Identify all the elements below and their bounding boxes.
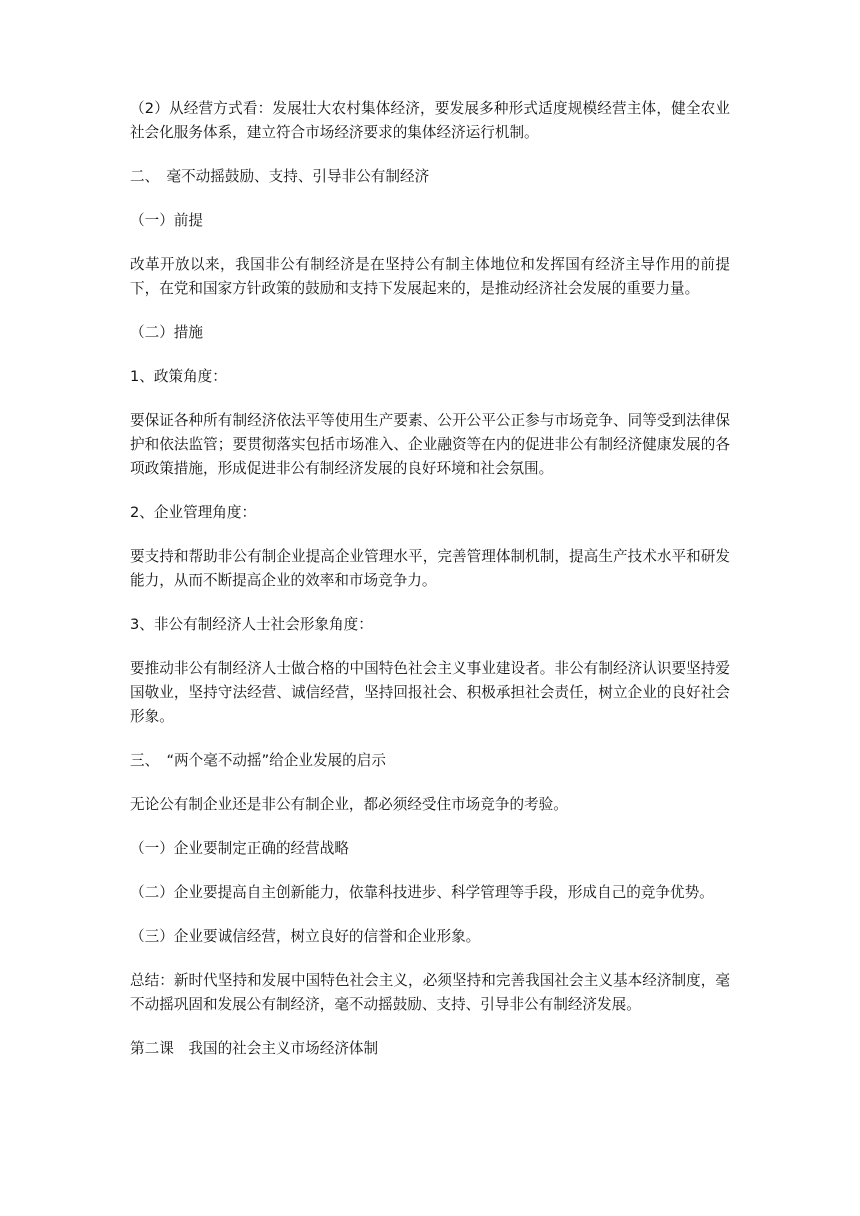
heading-section-two: 二、 毫不动摇鼓励、支持、引导非公有制经济: [130, 168, 430, 185]
paragraph-operation-mode: （2）从经营方式看：发展壮大农村集体经济，要发展多种形式适度规模经营主体，健全农业社会化服务体系，建立符合市场经济要求的集体经济运行机制。: [130, 100, 730, 141]
document-page: [130, 97, 730, 1061]
paragraph-summary: 总结：新时代坚持和发展中国特色社会主义，必须坚持和完善我国社会主义基本经济制度，毫不动摇巩固和发展公有制经济，毫不动摇鼓励、支持、引导非公有制经济发展。: [130, 972, 730, 1013]
heading-lesson-two: 第二课 我国的社会主义市场经济体制: [130, 1040, 379, 1057]
subheading-measures: （二）措施: [130, 324, 203, 341]
paragraph-premise: 改革开放以来，我国非公有制经济是在坚持公有制主体地位和发挥国有经济主导作用的前提下，在党和国家方针政策的鼓励和支持下发展起来的，是推动经济社会发展的重要力量。: [130, 256, 730, 297]
subheading-management: 2、企业管理角度：: [130, 504, 257, 521]
paragraph-policy: 要保证各种所有制经济依法平等使用生产要素、公开公平公正参与市场竞争、同等受到法律保护和依法监管；要贯彻落实包括市场准入、企业融资等在内的促进非公有制经济健康发展的各项政策措施，形成促进非公有制经济发展的良好环境和社会氛围。: [130, 412, 730, 477]
subheading-image: 3、非公有制经济人士社会形象角度：: [130, 616, 373, 633]
subheading-policy: 1、政策角度：: [130, 368, 227, 385]
paragraph-management: 要支持和帮助非公有制企业提高企业管理水平，完善管理体制机制，提高生产技术水平和研发能力，从而不断提高企业的效率和市场竞争力。: [130, 548, 730, 589]
list-item-integrity: （三）企业要诚信经营，树立良好的信誉和企业形象。: [130, 928, 481, 945]
heading-section-three: 三、 “两个毫不动摇”给企业发展的启示: [130, 752, 386, 769]
list-item-strategy: （一）企业要制定正确的经营战略: [130, 840, 349, 857]
list-item-innovation: （二）企业要提高自主创新能力，依靠科技进步、科学管理等手段，形成自己的竞争优势。: [130, 884, 714, 901]
paragraph-image: 要推动非公有制经济人士做合格的中国特色社会主义事业建设者。非公有制经济认识要坚持爱国敬业，坚持守法经营、诚信经营，坚持回报社会、积极承担社会责任，树立企业的良好社会形象。: [130, 660, 730, 725]
paragraph-market-test: 无论公有制企业还是非公有制企业，都必须经受住市场竞争的考验。: [130, 796, 568, 813]
subheading-premise: （一）前提: [130, 212, 203, 229]
